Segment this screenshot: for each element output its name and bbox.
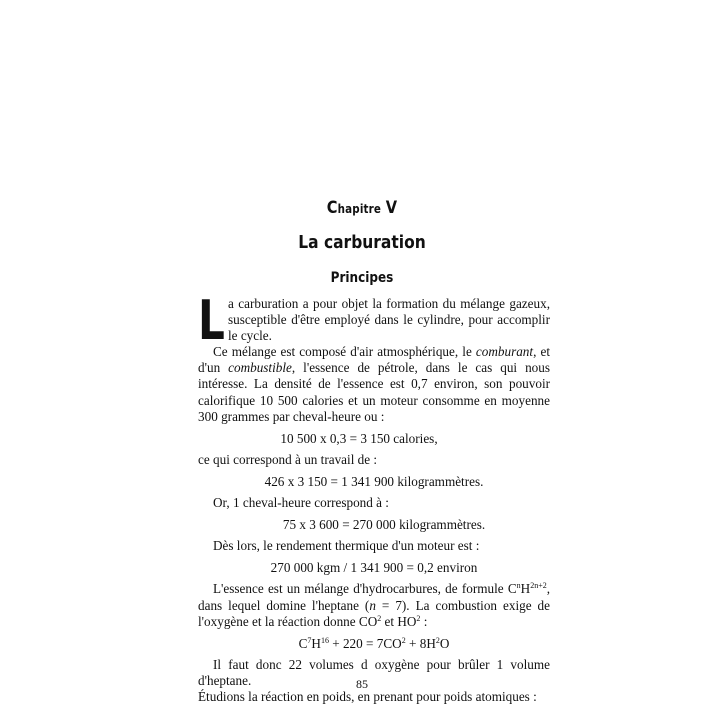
page-number: 85 [356,677,368,691]
text-run: L'essence est un mélange d'hydrocarbures, de formule C [213,581,517,597]
paragraph-oxygen-volumes: Il faut donc 22 volumes d oxygène pour brûler 1 volume d'heptane. [198,656,550,688]
formula-kilogrammetres: 426 x 3 150 = 1 341 900 kilogrammètres. [264,473,484,489]
drop-cap: L [198,289,225,352]
chapter-number: V [385,198,398,218]
text-run: , l'essence de pétrole, dans le cas qui nous intéresse. La densité de l'essence est 0,7 environ, son pouvoir calorifique 10 500 calories et un moteur consomme en moyenne 300 grammes par cheval-heure ou : [198,360,550,424]
formula-horsepower: 75 x 3 600 = 270 000 kilogrammètres. [282,517,486,533]
text-run: : [420,613,428,629]
text-run: , dans lequel domine l'heptane ( [198,581,550,613]
chapter-label-word: hapitre [337,202,382,216]
text-run: C [298,635,308,651]
text-run: , et d'un [198,344,550,376]
superscript: 2 [435,635,440,645]
superscript: 2 [377,613,382,623]
paragraph-atomic-weights: Étudions la réaction en poids, en prenant pour poids atomiques : [198,688,537,704]
opening-paragraph-text: a carburation a pour objet la formation du mélange gazeux, susceptible d'être employé dans le cylindre, pour accomplir le cycle. [228,296,550,344]
text-run: = 7). La combustion exige de l'oxygène et la réaction donne CO [198,597,550,629]
body-text [198,289,550,705]
superscript: 2 [416,613,421,623]
paragraph-work: ce qui correspond à un travail de : [198,451,378,467]
paragraph-hydrocarbons [198,581,550,629]
superscript: 2 [401,635,406,645]
formula-reaction [198,636,550,652]
paragraph-mixture [198,344,550,424]
chapter-title: La carburation [298,232,426,253]
emphasis-comburant: comburant [475,344,534,360]
text-run: O [439,635,450,651]
emphasis-n: n [369,597,376,613]
superscript: n [516,581,521,591]
text-run: et HO [381,613,417,629]
text-run: H [520,581,531,597]
text-run: + 8H [405,635,436,651]
chapter-heading [51,198,674,218]
emphasis-combustible: combustible [228,360,292,376]
section-title: Principes [330,270,394,286]
chapter-label-initial: C [326,198,338,218]
superscript: 16 [320,635,329,645]
formula-efficiency: 270 000 kgm / 1 341 900 = 0,2 environ [270,560,478,576]
text-run: + 220 = 7CO [328,635,402,651]
text-run: H [311,635,321,651]
text-run: Ce mélange est composé d'air atmosphérique, le [213,344,476,360]
formula-calories: 10 500 x 0,3 = 3 150 calories, [280,430,438,446]
superscript: 7 [307,635,312,645]
superscript: 2n+2 [530,581,547,591]
paragraph-efficiency: Dès lors, le rendement thermique d'un moteur est : [213,538,480,554]
paragraph-horsepower: Or, 1 cheval-heure correspond à : [213,495,389,511]
